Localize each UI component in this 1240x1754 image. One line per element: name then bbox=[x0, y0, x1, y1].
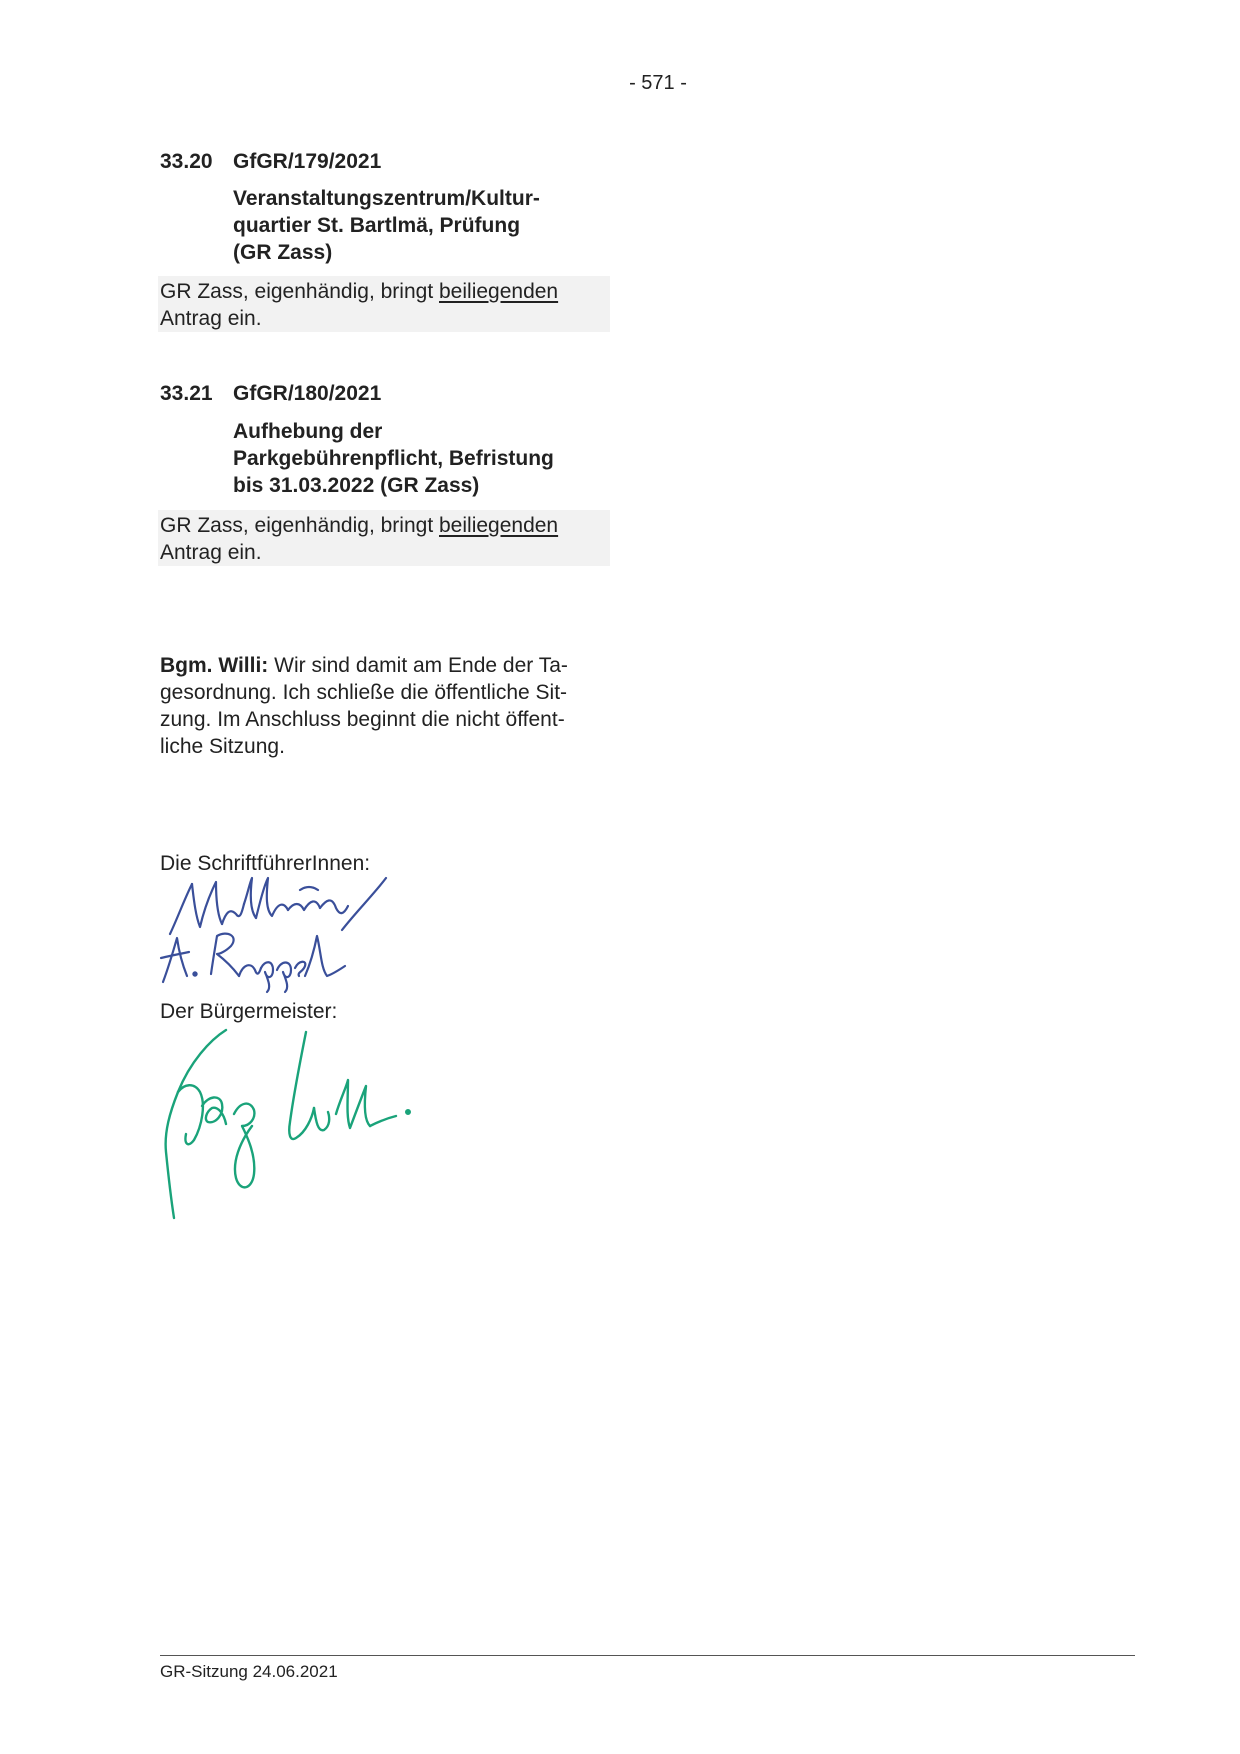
attachment-reference: beiliegenden bbox=[439, 280, 559, 303]
page-number: - 571 - bbox=[629, 72, 687, 94]
footer-divider bbox=[160, 1655, 1135, 1656]
item-title bbox=[233, 185, 540, 266]
footer-session-date: GR-Sitzung 24.06.2021 bbox=[160, 1662, 338, 1681]
item-code: GfGR/179/2021 bbox=[233, 150, 382, 173]
item-code: GfGR/180/2021 bbox=[233, 382, 382, 405]
item-title-line: Parkgebührenpflicht, Befristung bbox=[233, 447, 554, 470]
item-number: 33.20 bbox=[160, 150, 213, 173]
item-heading bbox=[160, 150, 381, 174]
item-heading bbox=[160, 382, 381, 406]
item-text-line: Antrag ein. bbox=[160, 307, 262, 330]
item-text-line: Antrag ein. bbox=[160, 541, 262, 564]
mayor-label: Der Bürgermeister: bbox=[160, 1000, 338, 1023]
attachment-reference: beiliegenden bbox=[439, 514, 559, 537]
item-title bbox=[233, 418, 554, 499]
recorders-label: Die SchriftführerInnen: bbox=[160, 852, 371, 875]
speaker-name: Bgm. Willi: bbox=[160, 654, 269, 677]
item-title-line: (GR Zass) bbox=[233, 241, 333, 264]
item-title-line: bis 31.03.2022 (GR Zass) bbox=[233, 474, 480, 497]
item-number: 33.21 bbox=[160, 382, 213, 405]
item-text: GR Zass, eigenhändig, bringt bbox=[160, 280, 439, 303]
closing-text: liche Sitzung. bbox=[160, 735, 285, 758]
closing-text: Wir sind damit am Ende der Ta- bbox=[268, 654, 568, 677]
item-title-line: Aufhebung der bbox=[233, 420, 383, 443]
item-description bbox=[160, 278, 558, 332]
item-title-line: Veranstaltungszentrum/Kultur- bbox=[233, 187, 540, 210]
item-title-line: quartier St. Bartlmä, Prüfung bbox=[233, 214, 521, 237]
closing-text: zung. Im Anschluss beginnt die nicht öffent- bbox=[160, 708, 565, 731]
item-description bbox=[160, 512, 558, 566]
mayor-signature bbox=[150, 1022, 440, 1222]
item-text: GR Zass, eigenhändig, bringt bbox=[160, 514, 439, 537]
closing-statement bbox=[160, 652, 568, 760]
closing-text: gesordnung. Ich schließe die öffentliche Sit- bbox=[160, 681, 568, 704]
recorder-signature-2 bbox=[155, 922, 355, 992]
